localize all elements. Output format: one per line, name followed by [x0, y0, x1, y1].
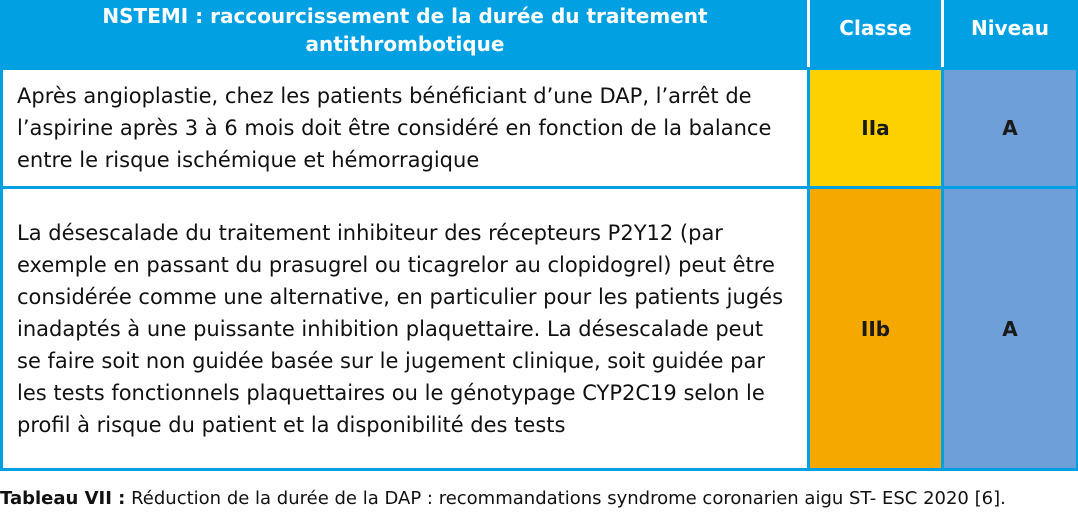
classe-badge: IIb	[809, 188, 943, 470]
header-title-line1: NSTEMI : raccourcissement de la durée du traitement	[102, 4, 708, 28]
recommendation-text: Après angioplastie, chez les patients bénéficiant d’une DAP, l’arrêt de l’aspirine après 3 à 6 mois doit être considéré en fonction de la balance entre le risque ischémique et hémorragique	[2, 69, 809, 188]
header-classe: Classe	[809, 0, 943, 69]
table-row	[2, 69, 1078, 188]
niveau-badge: A	[943, 188, 1078, 470]
niveau-badge: A	[943, 69, 1078, 188]
recommendation-text: La désescalade du traitement inhibiteur des récepteurs P2Y12 (par exemple en passant du prasugrel ou ticagrelor au clopidogrel) peut être considérée comme une alternative, en particulier pour les patients jugés inadaptés à une puissante inhibition plaquettaire. La désescalade peut se faire soit non guidée basée sur le jugement clinique, soit guidée par les tests fonctionnels plaquettaires ou le génotypage CYP2C19 selon le profil à risque du patient et la disponibilité des tests	[2, 188, 809, 470]
caption-text: Réduction de la durée de la DAP : recommandations syndrome coronarien aigu ST- ESC 2020 [6].	[125, 488, 1006, 509]
header-niveau: Niveau	[943, 0, 1078, 69]
table-caption	[0, 486, 1078, 512]
header-title-line2: antithrombotique	[305, 32, 505, 56]
header-title	[2, 0, 809, 69]
table-row	[2, 188, 1078, 470]
caption-label: Tableau VII :	[0, 488, 126, 509]
classe-badge: IIa	[809, 69, 943, 188]
table-header-row	[2, 0, 1078, 69]
